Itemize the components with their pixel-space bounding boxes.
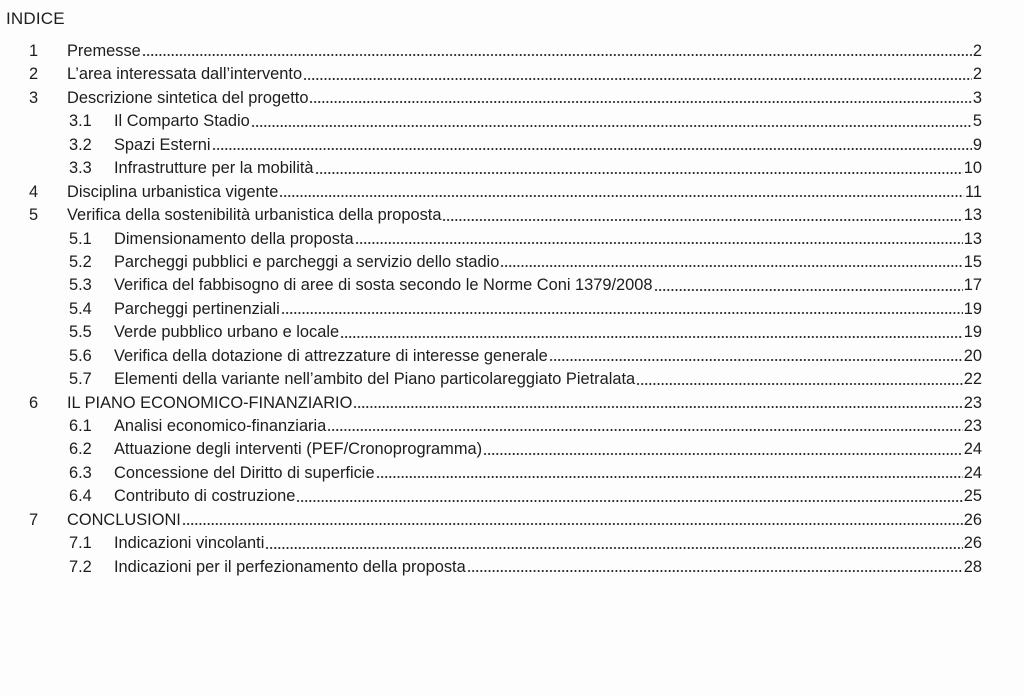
toc-entry-page: 28: [963, 557, 982, 576]
toc-entry-line: [67, 181, 982, 204]
toc-entry-line: [114, 462, 982, 485]
toc-entry-line: [67, 40, 982, 63]
toc-entry-number: 6.4: [69, 487, 92, 506]
toc-entry-title: L’area interessata dall’intervento: [67, 65, 303, 84]
toc-entry-page: 5: [972, 112, 982, 131]
toc-entry-number: 3.2: [69, 135, 92, 154]
toc-entry-page: 3: [972, 88, 982, 107]
toc-entry-number: 1: [29, 42, 39, 60]
toc-entry[interactable]: [0, 110, 1024, 133]
toc-entry-number: 5.2: [69, 252, 92, 271]
toc-entry-number: 5.5: [69, 323, 92, 342]
toc-entry-title: Indicazioni per il perfezionamento della proposta: [114, 557, 466, 576]
toc-entry-line: [67, 63, 982, 86]
toc-entry-line: [67, 392, 982, 415]
toc-entry-title: Spazi Esterni: [114, 135, 211, 154]
dot-leader: [281, 311, 963, 315]
toc-entry-title: Disciplina urbanistica vigente: [67, 182, 279, 201]
toc-entry-line: [114, 321, 982, 344]
toc-entry-line: [114, 228, 982, 251]
toc-entry[interactable]: [0, 321, 1024, 344]
toc-entry-line: [114, 556, 982, 579]
toc-entry-page: 19: [963, 323, 982, 342]
toc-entry-page: 10: [963, 159, 982, 178]
dot-leader: [279, 194, 964, 198]
dot-leader: [212, 147, 972, 151]
toc-entry-page: 9: [972, 135, 982, 154]
toc-entry-number: 7: [29, 510, 39, 529]
toc-entry-title: IL PIANO ECONOMICO-FINANZIARIO: [67, 393, 353, 412]
toc-entry-title: Il Comparto Stadio: [114, 112, 250, 131]
toc-entry-page: 26: [963, 534, 982, 553]
toc-entry-title: CONCLUSIONI: [67, 510, 181, 529]
toc-heading: INDICE: [6, 9, 65, 28]
dot-leader: [355, 241, 963, 245]
toc-entry-line: [114, 134, 982, 157]
dot-leader: [654, 288, 963, 292]
toc-entry-title: Attuazione degli interventi (PEF/Cronoprogramma): [114, 440, 483, 459]
toc-entry[interactable]: [0, 415, 1024, 438]
toc-entry[interactable]: [0, 556, 1024, 579]
toc-entry[interactable]: [0, 157, 1024, 180]
toc-entry[interactable]: [0, 204, 1024, 227]
dot-leader: [549, 358, 963, 362]
toc-entry-title: Descrizione sintetica del progetto: [67, 88, 309, 107]
toc-entry-title: Concessione del Diritto di superficie: [114, 463, 375, 482]
toc-entry-page: 13: [963, 229, 982, 248]
toc-entry-number: 4: [29, 182, 39, 201]
toc-entry-line: [114, 485, 982, 508]
toc-entry-title: Analisi economico-finanziaria: [114, 417, 327, 435]
toc-entry[interactable]: [0, 251, 1024, 274]
toc-entry-line: [114, 415, 982, 438]
toc-entry-page: 2: [972, 42, 982, 60]
toc-entry[interactable]: [0, 509, 1024, 532]
toc-entry-line: [114, 532, 982, 555]
toc-entry-number: 6.1: [69, 417, 92, 435]
toc-entry-page: 23: [963, 393, 982, 412]
toc-entry-number: 6.3: [69, 463, 92, 482]
dot-leader: [309, 100, 971, 104]
toc-entry-title: Verifica della sostenibilità urbanistica della proposta: [67, 206, 442, 225]
toc-list: [0, 40, 1024, 579]
toc-entry-line: [114, 345, 982, 368]
toc-entry-line: [114, 157, 982, 180]
toc-entry[interactable]: [0, 274, 1024, 297]
toc-entry-page: 22: [963, 370, 982, 389]
toc-entry-number: 5.3: [69, 276, 92, 295]
toc-entry-number: 2: [29, 65, 39, 84]
dot-leader: [303, 77, 972, 81]
toc-entry-page: 24: [963, 440, 982, 459]
toc-entry-number: 5.7: [69, 370, 92, 389]
toc-entry-title: Dimensionamento della proposta: [114, 229, 354, 248]
toc-entry-line: [114, 274, 982, 297]
dot-leader: [467, 569, 963, 573]
toc-entry-line: [114, 251, 982, 274]
toc-entry-page: 20: [963, 346, 982, 365]
toc-entry-line: [67, 87, 982, 110]
toc-entry-title: Verifica della dotazione di attrezzature di interesse generale: [114, 346, 548, 365]
toc-entry[interactable]: [0, 368, 1024, 391]
toc-entry[interactable]: [0, 345, 1024, 368]
toc-entry[interactable]: [0, 87, 1024, 110]
dot-leader: [500, 264, 962, 268]
toc-entry[interactable]: [0, 40, 1024, 63]
toc-entry-page: 23: [963, 417, 982, 435]
toc-entry-page: 25: [963, 487, 982, 506]
toc-entry[interactable]: [0, 181, 1024, 204]
toc-entry-page: 17: [963, 276, 982, 295]
toc-entry-page: 11: [964, 182, 982, 201]
toc-entry-title: Premesse: [67, 42, 141, 60]
toc-entry-number: 3.1: [69, 112, 92, 131]
toc-entry-line: [114, 368, 982, 391]
toc-entry-line: [114, 298, 982, 321]
toc-entry-number: 5: [29, 206, 39, 225]
toc-entry[interactable]: [0, 438, 1024, 461]
toc-entry[interactable]: [0, 532, 1024, 555]
toc-entry-number: 6.2: [69, 440, 92, 459]
toc-entry-line: [67, 509, 982, 532]
toc-entry-page: 24: [963, 463, 982, 482]
toc-entry-title: Indicazioni vincolanti: [114, 534, 265, 553]
toc-entry-title: Parcheggi pertinenziali: [114, 299, 280, 318]
toc-entry-line: [114, 110, 982, 133]
toc-entry-page: 26: [963, 510, 982, 529]
toc-entry-number: 3: [29, 88, 39, 107]
toc-entry-page: 2: [972, 65, 982, 84]
toc-entry-line: [114, 438, 982, 461]
dot-leader: [483, 452, 963, 456]
dot-leader: [376, 475, 963, 479]
toc-entry[interactable]: [0, 392, 1024, 415]
dot-leader: [251, 124, 972, 128]
toc-entry[interactable]: [0, 134, 1024, 157]
toc-entry-title: Infrastrutture per la mobilità: [114, 159, 314, 178]
toc-entry-number: 5.4: [69, 299, 92, 318]
toc-entry-page: 19: [963, 299, 982, 318]
toc-entry-title: Elementi della variante nell’ambito del Piano particolareggiato Pietralata: [114, 370, 636, 389]
toc-entry[interactable]: [0, 298, 1024, 321]
dot-leader: [340, 335, 963, 339]
toc-entry-number: 7.2: [69, 557, 92, 576]
toc-entry-number: 5.6: [69, 346, 92, 365]
dot-leader: [442, 218, 962, 222]
dot-leader: [265, 546, 962, 550]
toc-entry-line: [67, 204, 982, 227]
toc-entry-page: 13: [963, 206, 982, 225]
toc-entry[interactable]: [0, 462, 1024, 485]
toc-entry-number: 6: [29, 393, 39, 412]
toc-entry-title: Verde pubblico urbano e locale: [114, 323, 340, 342]
toc-entry-number: 5.1: [69, 229, 92, 248]
toc-entry-page: 15: [963, 252, 982, 271]
toc-entry[interactable]: [0, 228, 1024, 251]
dot-leader: [636, 382, 963, 386]
dot-leader: [182, 522, 963, 526]
toc-entry-number: 3.3: [69, 159, 92, 178]
toc-entry-title: Contributo di costruzione: [114, 487, 296, 506]
toc-entry-title: Parcheggi pubblici e parcheggi a servizio dello stadio: [114, 252, 500, 271]
dot-leader: [327, 428, 962, 432]
dot-leader: [353, 405, 962, 409]
toc-entry[interactable]: [0, 485, 1024, 508]
dot-leader: [296, 499, 962, 503]
dot-leader: [315, 171, 963, 175]
dot-leader: [142, 53, 972, 57]
toc-entry[interactable]: [0, 63, 1024, 86]
toc-entry-title: Verifica del fabbisogno di aree di sosta secondo le Norme Coni 1379/2008: [114, 276, 653, 295]
toc-entry-number: 7.1: [69, 534, 92, 553]
